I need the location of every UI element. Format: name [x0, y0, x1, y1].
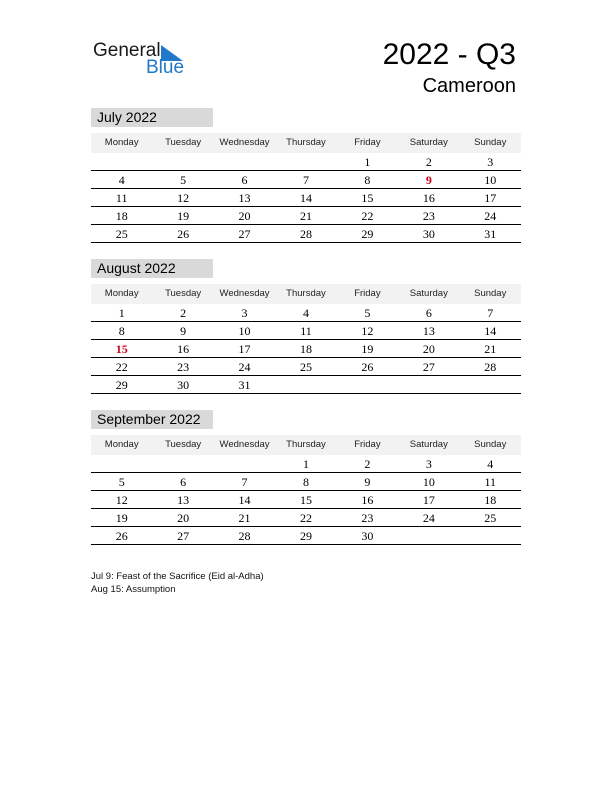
- day-cell: 19: [115, 511, 128, 525]
- day-cell: 28: [484, 360, 497, 374]
- week-row: [91, 208, 521, 225]
- week-row: [91, 154, 521, 171]
- day-cell: 18: [299, 342, 312, 356]
- weekday-label: Monday: [104, 439, 139, 450]
- day-cell: 29: [115, 378, 128, 392]
- day-cell: 5: [364, 306, 371, 320]
- day-cell: 11: [484, 475, 497, 489]
- day-cell: 13: [238, 191, 251, 205]
- weekday-label: Friday: [354, 137, 381, 148]
- generalblue-logo: [93, 40, 193, 80]
- day-cell: 23: [422, 209, 435, 223]
- holiday-note: Jul 9: Feast of the Sacrifice (Eid al-Adha): [91, 571, 264, 582]
- day-cell: 13: [422, 324, 435, 338]
- logo-blue-text: Blue: [146, 57, 185, 78]
- day-cell: 6: [241, 173, 248, 187]
- day-cell: 1: [364, 155, 371, 169]
- week-row: [91, 190, 521, 207]
- day-cell: 21: [238, 511, 251, 525]
- weekday-label: Saturday: [409, 288, 448, 299]
- week-row: [91, 172, 521, 189]
- month-block: [91, 410, 521, 545]
- week-row: [91, 305, 521, 322]
- day-cell: 8: [302, 475, 309, 489]
- day-cell: 14: [299, 191, 312, 205]
- day-cell: 29: [361, 227, 374, 241]
- day-cell: [91, 456, 152, 472]
- day-cell: 22: [299, 511, 312, 525]
- day-cell: 31: [484, 227, 497, 241]
- weekday-header: [91, 133, 521, 153]
- day-cell: 7: [302, 173, 309, 187]
- day-cell: 1: [118, 306, 125, 320]
- month-label: September 2022: [91, 410, 213, 429]
- week-row: [91, 510, 521, 527]
- day-cell: 5: [180, 173, 187, 187]
- day-cell: 23: [361, 511, 374, 525]
- weekday-label: Thursday: [286, 439, 326, 450]
- day-cell: 6: [180, 475, 187, 489]
- day-cell: 9: [364, 475, 371, 489]
- day-cell: 15: [115, 342, 128, 356]
- weekday-label: Thursday: [286, 288, 326, 299]
- day-cell: 16: [361, 493, 374, 507]
- weekday-label: Thursday: [286, 137, 326, 148]
- day-cell: 26: [177, 227, 190, 241]
- day-cell: 16: [177, 342, 190, 356]
- day-cell: 10: [484, 173, 497, 187]
- day-cell: 27: [238, 227, 251, 241]
- week-row: [91, 341, 521, 358]
- day-cell: 13: [177, 493, 190, 507]
- day-cell: 30: [361, 529, 374, 543]
- weekday-label: Wednesday: [219, 439, 270, 450]
- week-row: [91, 359, 521, 376]
- day-cell: 17: [484, 191, 497, 205]
- day-cell: 24: [422, 511, 435, 525]
- day-cell: [460, 377, 521, 393]
- day-cell: 8: [118, 324, 125, 338]
- day-cell: 20: [238, 209, 251, 223]
- weekday-label: Wednesday: [219, 288, 270, 299]
- day-cell: [398, 528, 459, 544]
- day-cell: 26: [115, 529, 128, 543]
- weekday-label: Tuesday: [165, 288, 202, 299]
- day-cell: [337, 377, 398, 393]
- month-block: [91, 259, 521, 394]
- day-cell: 28: [238, 529, 251, 543]
- day-cell: 1: [302, 457, 309, 471]
- day-cell: 30: [422, 227, 435, 241]
- day-cell: 11: [115, 191, 128, 205]
- day-cell: 31: [238, 378, 251, 392]
- weekday-label: Saturday: [409, 137, 448, 148]
- day-cell: [214, 456, 275, 472]
- day-cell: 11: [300, 324, 312, 338]
- day-cell: 2: [364, 457, 371, 471]
- day-cell: 17: [422, 493, 435, 507]
- day-cell: 5: [118, 475, 125, 489]
- day-cell: 25: [115, 227, 128, 241]
- weekday-label: Friday: [354, 439, 381, 450]
- day-cell: 23: [177, 360, 190, 374]
- week-row: [91, 492, 521, 509]
- weekday-label: Sunday: [474, 288, 507, 299]
- week-row: [91, 226, 521, 243]
- day-cell: 22: [115, 360, 128, 374]
- month-label: July 2022: [91, 108, 213, 127]
- week-row: [91, 456, 521, 473]
- month-label: August 2022: [91, 259, 213, 278]
- weekday-label: Tuesday: [165, 439, 202, 450]
- day-cell: [214, 154, 275, 170]
- holiday-notes: [91, 570, 264, 596]
- day-cell: 20: [422, 342, 435, 356]
- day-cell: 21: [299, 209, 312, 223]
- day-cell: 7: [487, 306, 494, 320]
- day-cell: 27: [422, 360, 435, 374]
- day-cell: 2: [425, 155, 432, 169]
- day-cell: 10: [422, 475, 435, 489]
- country-name: Cameroon: [422, 75, 516, 97]
- weekday-label: Sunday: [474, 137, 507, 148]
- day-cell: 15: [299, 493, 312, 507]
- weekday-label: Monday: [104, 137, 139, 148]
- week-row: [91, 323, 521, 340]
- day-cell: 12: [177, 191, 190, 205]
- day-cell: 12: [115, 493, 128, 507]
- day-cell: 3: [487, 155, 494, 169]
- day-cell: 28: [299, 227, 312, 241]
- day-cell: 4: [487, 457, 494, 471]
- day-cell: 10: [238, 324, 251, 338]
- weekday-label: Monday: [104, 288, 139, 299]
- weekday-label: Tuesday: [165, 137, 202, 148]
- day-cell: 29: [299, 529, 312, 543]
- day-cell: 8: [364, 173, 371, 187]
- day-cell: 25: [299, 360, 312, 374]
- day-cell: 20: [177, 511, 190, 525]
- day-cell: 16: [422, 191, 435, 205]
- week-row: [91, 377, 521, 394]
- weekday-label: Friday: [354, 288, 381, 299]
- day-cell: 18: [484, 493, 497, 507]
- day-cell: 30: [177, 378, 190, 392]
- day-cell: 7: [241, 475, 248, 489]
- day-cell: [460, 528, 521, 544]
- day-cell: [152, 456, 213, 472]
- weekday-header: [91, 435, 521, 455]
- day-cell: 4: [302, 306, 309, 320]
- weekday-header: [91, 284, 521, 304]
- month-block: [91, 108, 521, 243]
- day-cell: 24: [484, 209, 497, 223]
- day-cell: 2: [180, 306, 187, 320]
- day-cell: 24: [238, 360, 251, 374]
- page-title: 2022 - Q3: [382, 38, 516, 71]
- day-cell: [275, 377, 336, 393]
- day-cell: 18: [115, 209, 128, 223]
- weekday-label: Wednesday: [219, 137, 270, 148]
- day-cell: 4: [118, 173, 125, 187]
- logo-general-text: General: [93, 40, 161, 61]
- week-row: [91, 474, 521, 491]
- day-cell: 26: [361, 360, 374, 374]
- day-cell: [152, 154, 213, 170]
- day-cell: [398, 377, 459, 393]
- weekday-label: Saturday: [409, 439, 448, 450]
- day-cell: 19: [361, 342, 374, 356]
- day-cell: 6: [425, 306, 432, 320]
- day-cell: 22: [361, 209, 374, 223]
- day-cell: 3: [425, 457, 432, 471]
- day-cell: 25: [484, 511, 497, 525]
- day-cell: 14: [484, 324, 497, 338]
- day-cell: [275, 154, 336, 170]
- day-cell: 9: [180, 324, 187, 338]
- weekday-label: Sunday: [474, 439, 507, 450]
- holiday-note: Aug 15: Assumption: [91, 584, 176, 595]
- day-cell: [91, 154, 152, 170]
- day-cell: 9: [425, 173, 432, 187]
- day-cell: 17: [238, 342, 251, 356]
- day-cell: 21: [484, 342, 497, 356]
- day-cell: 12: [361, 324, 374, 338]
- day-cell: 27: [177, 529, 190, 543]
- day-cell: 3: [241, 306, 248, 320]
- day-cell: 19: [177, 209, 190, 223]
- day-cell: 14: [238, 493, 251, 507]
- week-row: [91, 528, 521, 545]
- day-cell: 15: [361, 191, 374, 205]
